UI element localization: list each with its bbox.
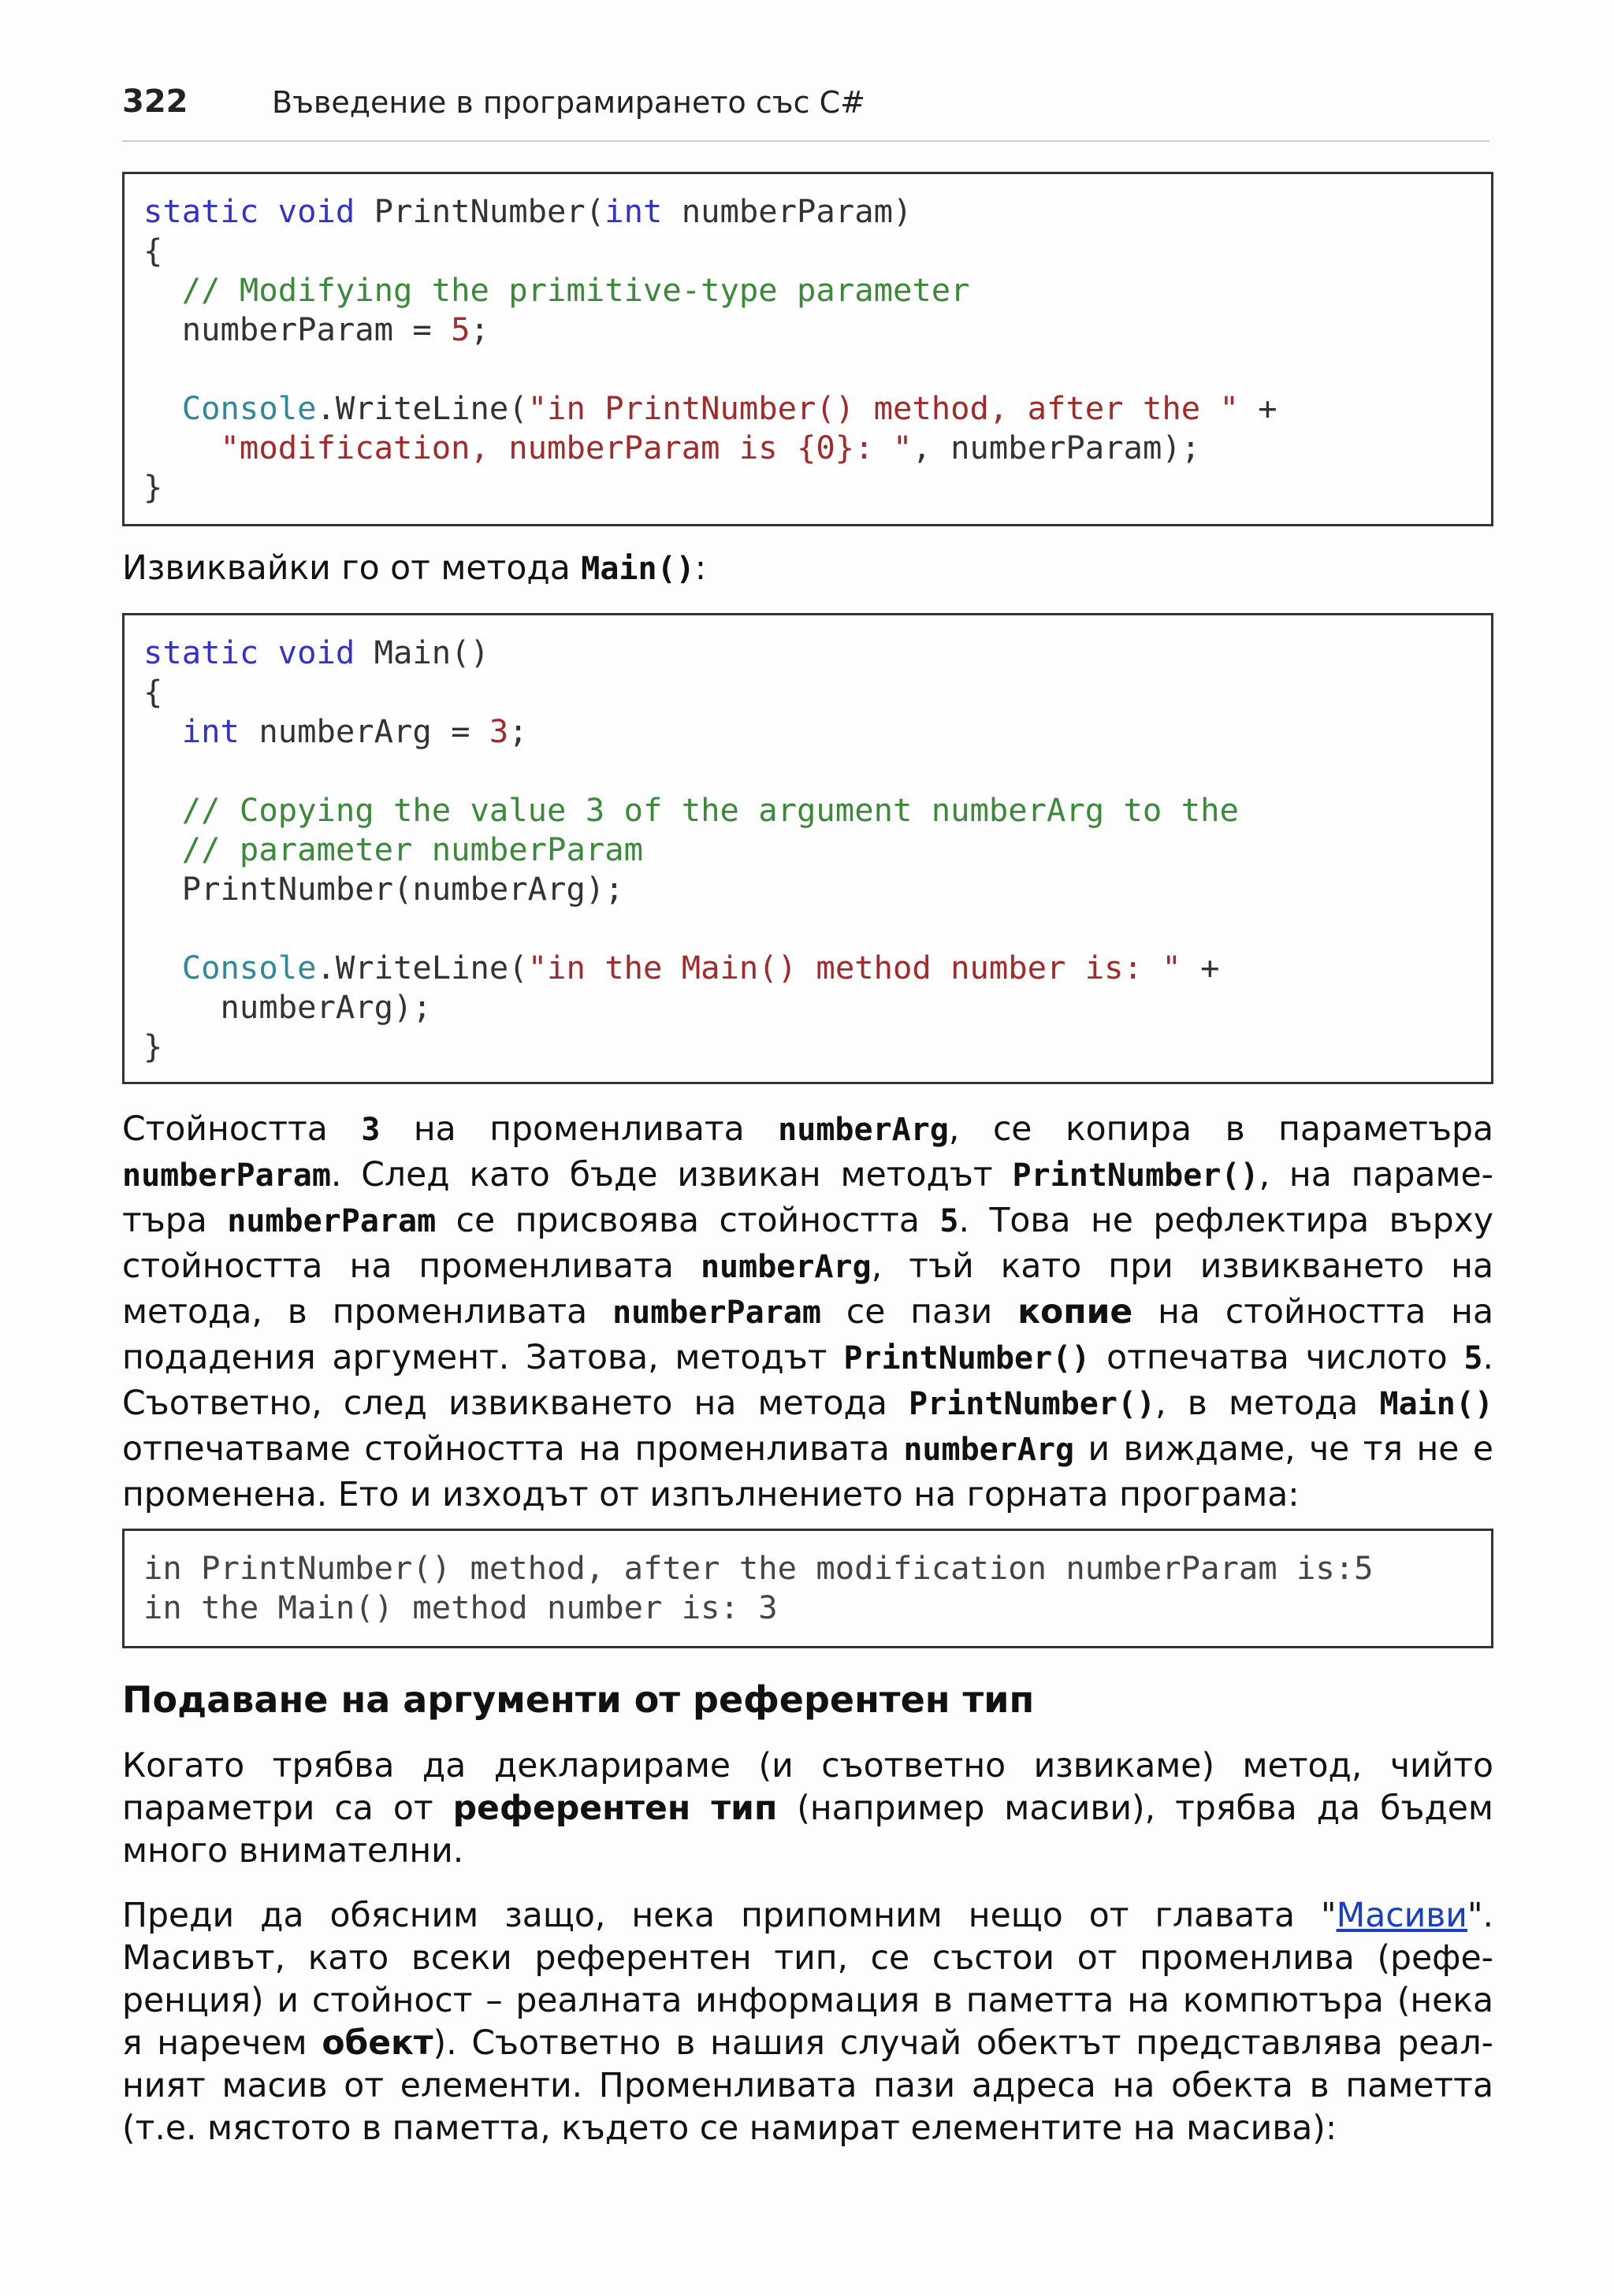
- intro-text: Извиквайки го от метода: [122, 549, 582, 588]
- inline-code: numberParam: [227, 1203, 437, 1239]
- code-line: [143, 1027, 1491, 1066]
- text: , на параме-търа: [122, 1156, 1493, 1240]
- code-text: numberParam): [662, 192, 913, 230]
- inline-code: numberParam: [122, 1157, 331, 1194]
- inline-code: PrintNumber(): [843, 1340, 1091, 1376]
- text: . След като бъде извикан методът: [330, 1156, 1013, 1194]
- code-comment: // Copying the value 3 of the argument numberArg to the: [181, 791, 1239, 829]
- code-text: +: [1181, 949, 1220, 986]
- code-number: 5: [451, 310, 470, 348]
- code-line: [143, 231, 1491, 270]
- inline-code: numberArg: [700, 1249, 872, 1285]
- code-line: [143, 672, 1491, 711]
- code-string: "in the Main() method number is: ": [527, 949, 1181, 986]
- code-number: 3: [489, 712, 509, 750]
- output-line: in PrintNumber() method, after the modification numberParam is:5: [143, 1549, 1374, 1587]
- inline-code: numberArg: [903, 1432, 1075, 1468]
- code-text: ;: [470, 310, 489, 348]
- code-string: "in PrintNumber() method, after the ": [527, 389, 1239, 427]
- code-text: +: [1238, 389, 1277, 427]
- bold-term: копие: [1017, 1293, 1133, 1332]
- code-text: .WriteLine(: [316, 949, 528, 986]
- text: , се копира в параметъра: [948, 1110, 1493, 1149]
- output-line: in the Main() method number is: 3: [143, 1588, 778, 1626]
- code-line: [143, 349, 1491, 388]
- text: и виждаме, че тя не е променена. Ето и изходът от изпълнението на горната програма:: [122, 1430, 1493, 1514]
- text: Когато трябва да декларираме (и съответно извикаме) метод, чийто параметри са от: [122, 1747, 1493, 1828]
- code-text: {: [143, 673, 163, 711]
- code-text: numberArg =: [239, 712, 489, 750]
- code-line: [143, 388, 1491, 428]
- code-line: [143, 869, 1491, 908]
- intro-end: :: [694, 549, 707, 588]
- code-text: ;: [508, 712, 528, 750]
- code-line: [143, 711, 1491, 751]
- running-title: Въведение в програмирането със C#: [272, 85, 865, 120]
- inline-code: 3: [361, 1112, 381, 1148]
- code-text: .WriteLine(: [316, 389, 528, 427]
- inline-code: numberParam: [612, 1295, 821, 1331]
- code-type: Console: [181, 949, 317, 986]
- code-text: numberArg);: [220, 988, 432, 1026]
- code-comment: // Modifying the primitive-type parameter: [181, 271, 970, 309]
- inline-code: PrintNumber(): [1012, 1157, 1259, 1194]
- code-keyword: static void: [143, 192, 355, 230]
- code-text: , numberParam);: [912, 429, 1201, 466]
- code-line: [143, 191, 1491, 231]
- text: (например масиви), трябва да бъдем много внимателни.: [122, 1789, 1493, 1871]
- code-line: [143, 467, 1491, 507]
- page-header: [122, 77, 1489, 142]
- text: се присвоява стойността: [436, 1202, 940, 1240]
- code-text: Main(): [355, 633, 489, 671]
- text: отпечатваме стойността на променливата: [122, 1430, 904, 1469]
- code-text: PrintNumber(numberArg);: [181, 870, 624, 908]
- code-keyword: static void: [143, 633, 355, 671]
- inline-code: PrintNumber(): [909, 1386, 1156, 1422]
- text: се пази: [820, 1293, 1018, 1332]
- inline-code: 5: [1463, 1340, 1483, 1376]
- explanation-paragraph: [122, 1107, 1493, 1518]
- code-line: [143, 270, 1491, 310]
- bold-term: референтен тип: [452, 1789, 778, 1828]
- code-text: {: [143, 232, 163, 269]
- section-heading: Подаване на аргументи от референтен тип: [122, 1678, 1035, 1721]
- intro-sentence: [122, 546, 1493, 592]
- inline-code: numberArg: [778, 1112, 949, 1148]
- inline-code: Main(): [581, 551, 695, 587]
- code-comment: // parameter numberParam: [181, 830, 643, 868]
- text: отпечатва числото: [1090, 1339, 1464, 1377]
- bold-term: обект: [322, 2024, 433, 2063]
- text: ). Съответно в нашия случай обектът представлява реал-ният масив от елементи. Променливата пази адреса на обекта в паметта (т.е. мястото в паметта, където се намират елементите на масива):: [122, 2024, 1493, 2148]
- text: ". Масивът, като всеки референтен тип, се състои от променлива (рефе-ренция) и стойност – реалната информация в паметта на компютъра (нека я наречем: [122, 1897, 1493, 2063]
- code-string: "modification, numberParam is {0}: ": [220, 429, 913, 466]
- code-text: PrintNumber(: [355, 192, 605, 230]
- code-line: [143, 310, 1491, 349]
- text: . Съответно, след извикването на метода: [122, 1339, 1493, 1423]
- code-text: }: [143, 1027, 163, 1065]
- code-line: [143, 790, 1491, 830]
- arrays-paragraph: [122, 1895, 1493, 2150]
- text: , тъй като при извикването на метода, в променливата: [122, 1247, 1494, 1332]
- text: Стойността: [122, 1110, 362, 1149]
- code-line: [143, 633, 1491, 672]
- inline-code: 5: [939, 1203, 959, 1239]
- inline-code: Main(): [1379, 1386, 1493, 1422]
- code-type: Console: [181, 389, 317, 427]
- page-number: 322: [122, 84, 188, 120]
- text: , в метода: [1155, 1384, 1380, 1423]
- text: на стойността на подадения аргумент. Затова, методът: [122, 1293, 1493, 1377]
- code-block-print-number: [122, 172, 1493, 526]
- code-line: [143, 948, 1491, 987]
- code-text: numberParam =: [181, 310, 452, 348]
- text: . Това не рефлектира върху стойността на променливата: [122, 1202, 1493, 1286]
- code-block-main: [122, 613, 1493, 1084]
- code-keyword: int: [604, 192, 663, 230]
- code-line: [143, 908, 1491, 948]
- text: Преди да обясним защо, нека припомним нещо от главата ": [122, 1897, 1337, 1935]
- code-line: [143, 830, 1491, 869]
- code-text: }: [143, 468, 163, 506]
- arrays-chapter-link[interactable]: Масиви: [1336, 1897, 1467, 1935]
- reference-type-paragraph: [122, 1745, 1493, 1873]
- code-line: [143, 428, 1491, 467]
- program-output-block: [122, 1529, 1493, 1648]
- code-keyword: int: [181, 712, 240, 750]
- text: на променливата: [380, 1110, 779, 1149]
- code-line: [143, 987, 1491, 1027]
- code-line: [143, 751, 1491, 790]
